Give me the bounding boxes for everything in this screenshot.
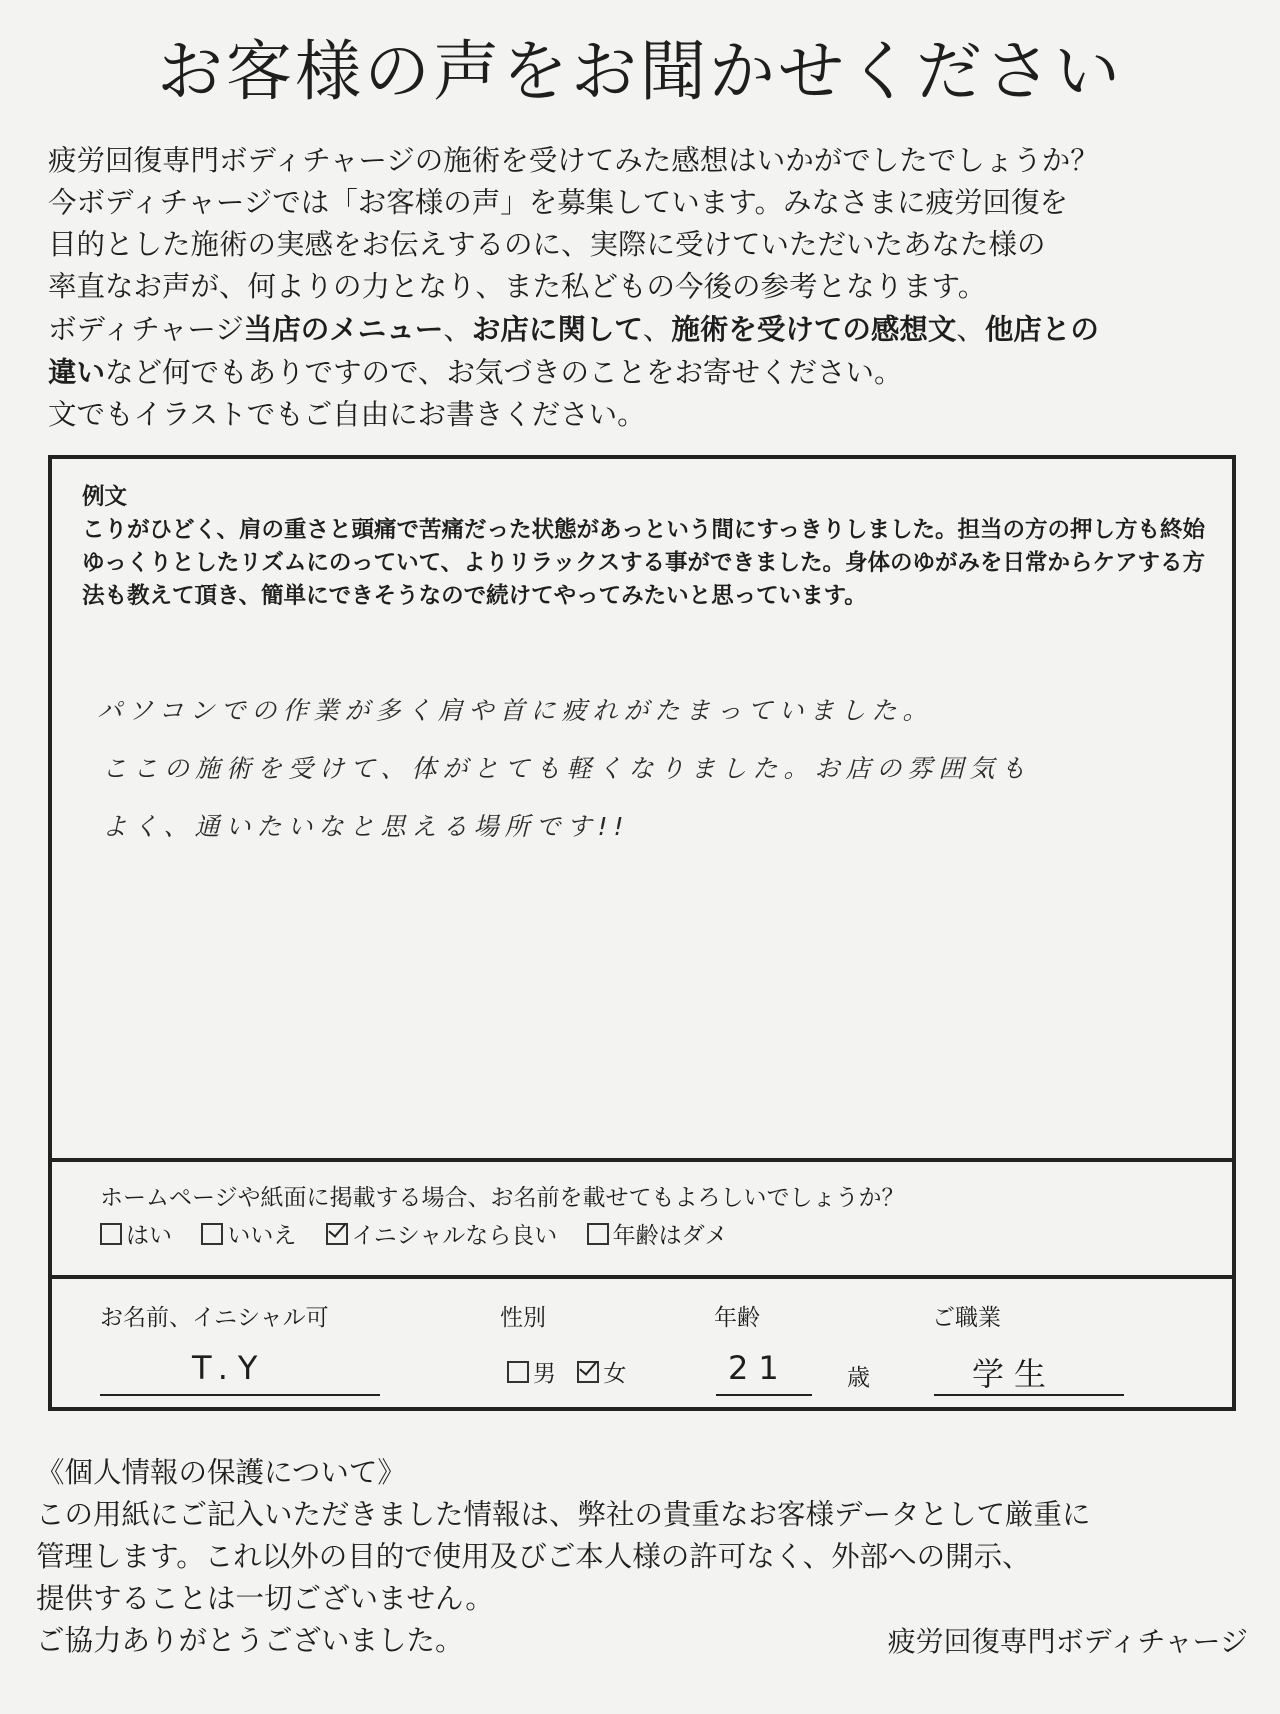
intro-line: 目的とした施術の実感をお伝えするのに、実際に受けていただいたあなた様の	[48, 228, 1046, 261]
consent-option-no[interactable]	[201, 1217, 296, 1250]
option-label: いいえ	[227, 1223, 297, 1249]
option-label: イニシャルなら良い	[351, 1223, 558, 1249]
privacy-line: 提供することは一切ございません。	[36, 1582, 494, 1615]
intro-segment: 、	[642, 313, 672, 346]
consent-option-yes[interactable]	[100, 1217, 172, 1250]
name-label: お名前、イニシャル可	[100, 1305, 329, 1331]
example-label: 例文	[82, 484, 128, 510]
shop-signature: 疲労回復専門ボディチャージ	[887, 1625, 1248, 1658]
comment-line: ここの施術を受けて、体がとても軽くなりました。お店の雰囲気も	[102, 754, 1032, 783]
intro-segment: ボディチャージ	[48, 313, 244, 346]
intro-segment: 、	[956, 313, 985, 346]
intro-line: 文でもイラストでもご自由にお書きください。	[48, 398, 646, 431]
intro-bold-segment: 施術を受けての感想文	[671, 312, 957, 346]
name-underline	[100, 1394, 380, 1396]
checkbox-checked[interactable]	[326, 1223, 348, 1245]
age-underline	[716, 1394, 812, 1396]
intro-bold-segment: 当店のメニュー	[243, 312, 444, 346]
example-text	[82, 481, 1212, 613]
privacy-line: 管理します。これ以外の目的で使用及びご本人様の許可なく、外部への開示、	[36, 1540, 1031, 1573]
age-label: 年齢	[714, 1305, 760, 1331]
intro-bold-segment: 他店との	[984, 312, 1099, 346]
option-label: 女	[603, 1361, 627, 1387]
privacy-line: ご協力ありがとうございました。	[36, 1624, 464, 1657]
job-label: ご職業	[932, 1305, 1001, 1331]
consent-question: ホームページや紙面に掲載する場合、お名前を載せてもよろしいでしょうか？	[100, 1185, 905, 1211]
intro-text	[48, 140, 1248, 436]
example-body: こりがひどく、肩の重さと頭痛で苦痛だった状態があっという間にすっきりしました。担当の方の押し方も終始ゆっくりとしたリズムにのっていて、よりリラックスする事ができました。身体のゆがみを日常からケアする方法も教えて頂き、簡単にできそうなので続けてやってみたいと思っています。	[82, 517, 1205, 609]
job-underline	[934, 1394, 1124, 1396]
gender-option-female[interactable]	[577, 1355, 626, 1388]
job-value[interactable]: 学生	[972, 1355, 1057, 1393]
option-label: 年齢はダメ	[612, 1223, 728, 1249]
checkbox[interactable]	[587, 1223, 609, 1245]
age-unit: 歳	[847, 1365, 870, 1391]
divider	[52, 1275, 1232, 1279]
checkbox[interactable]	[100, 1223, 122, 1245]
checkbox[interactable]	[201, 1223, 223, 1245]
gender-options	[507, 1355, 640, 1388]
intro-line	[48, 308, 1248, 351]
intro-line	[48, 351, 1248, 394]
intro-bold-segment: 違い	[48, 355, 106, 389]
name-value[interactable]: T.Y	[192, 1349, 268, 1387]
checkbox-checked[interactable]	[577, 1361, 599, 1383]
intro-line: 率直なお声が、何よりの力となり、また私どもの今後の参考となります。	[48, 270, 987, 303]
feedback-form-box	[48, 455, 1236, 1411]
checkbox[interactable]	[507, 1361, 529, 1383]
consent-option-no-age[interactable]	[587, 1217, 728, 1250]
comment-line: パソコンでの作業が多く肩や首に疲れがたまっていました。	[97, 696, 934, 725]
intro-line: 今ボディチャージでは「お客様の声」を募集しています。みなさまに疲労回復を	[48, 186, 1069, 219]
intro-bold-segment: お店に関して	[471, 312, 643, 346]
divider	[52, 1158, 1232, 1162]
intro-segment: など何でもありですので、お気づきのことをお寄せください。	[105, 356, 903, 389]
gender-option-male[interactable]	[507, 1355, 556, 1388]
intro-line: 疲労回復専門ボディチャージの施術を受けてみた感想はいかがでしたでしょうか？	[48, 144, 1099, 177]
option-label: はい	[126, 1223, 172, 1249]
age-value[interactable]: 21	[728, 1349, 789, 1387]
comment-line: よく、通いたいなと思える場所です!!	[102, 812, 630, 841]
gender-label: 性別	[500, 1305, 546, 1331]
privacy-line: この用紙にご記入いただきました情報は、弊社の貴重なお客様データとして厳重に	[36, 1498, 1091, 1531]
option-label: 男	[533, 1361, 556, 1387]
intro-segment: 、	[443, 313, 472, 346]
privacy-heading: 《個人情報の保護について》	[36, 1456, 406, 1489]
consent-options	[100, 1217, 750, 1250]
consent-option-initials[interactable]	[326, 1217, 558, 1250]
page-title: お客様の声をお聞かせください	[157, 33, 1123, 110]
